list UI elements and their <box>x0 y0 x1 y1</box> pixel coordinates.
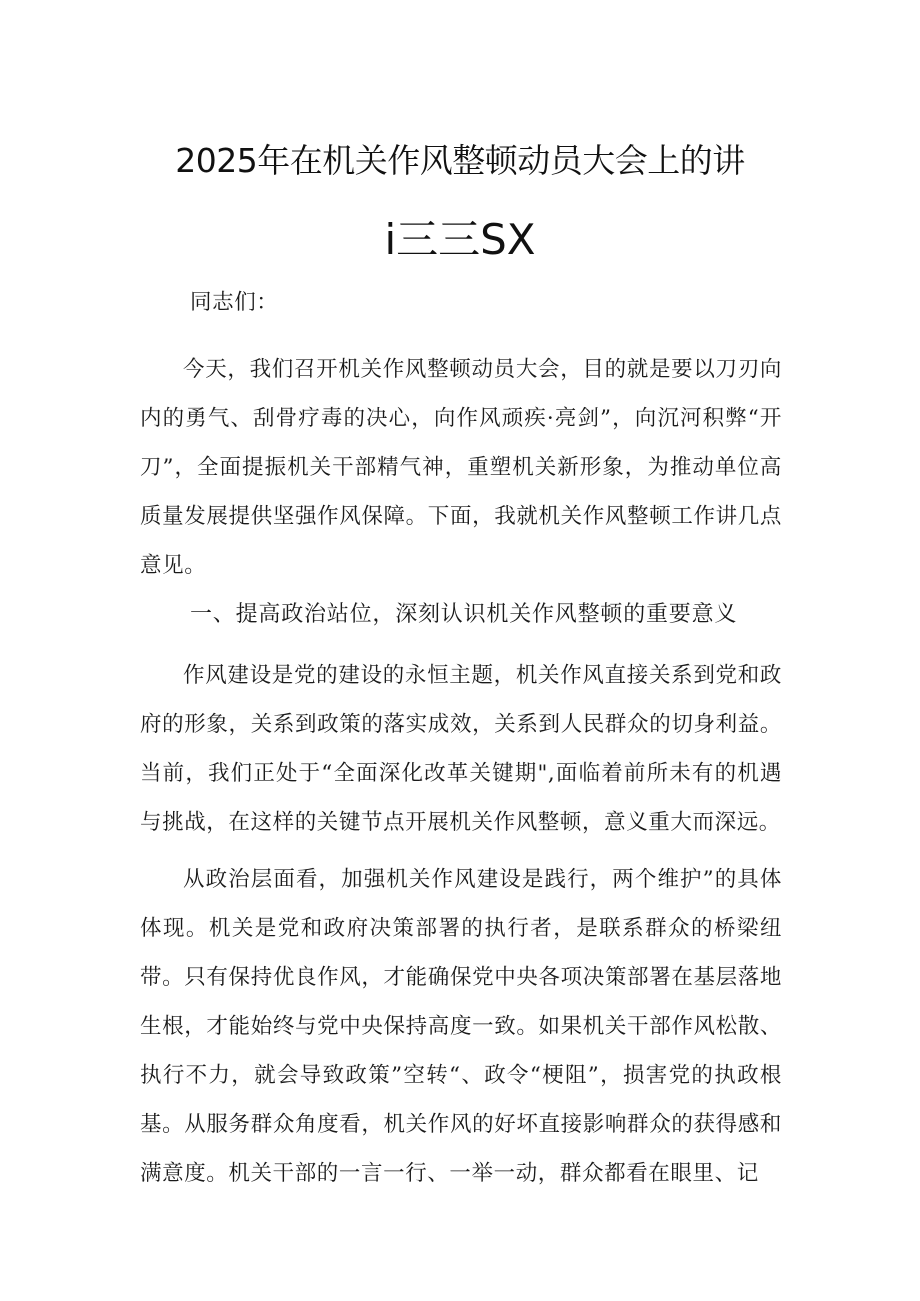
document-title-line-1: 2025年在机关作风整顿动员大会上的讲 <box>175 141 745 180</box>
paragraph-section-1-b: 从政治层面看，加强机关作风建设是践行，两个维护”的具体体现。机关是党和政府决策部署的执行者，是联系群众的桥梁纽带。只有保持优良作风，才能确保党中央各项决策部署在基层落地生根，才能始终与党中央保持高度一致。如果机关干部作风松散、执行不力，就会导致政策”空转“、政令“梗阻”，损害党的执政根基。从服务群众角度看，机关作风的好坏直接影响群众的获得感和满意度。机关干部的一言一行、一举一动，群众都看在眼里、记 <box>140 867 782 1186</box>
salutation: 同志们： <box>190 290 279 315</box>
paragraph-section-1-a: 作风建设是党的建设的永恒主题，机关作风直接关系到党和政府的形象，关系到政策的落实成效，关系到人民群众的切身利益。当前，我们正处于“全面深化改革关键期",面临着前所未有的机遇与挑战，在这样的关键节点开展机关作风整顿，意义重大而深远。 <box>140 663 782 835</box>
paragraph-intro: 今天，我们召开机关作风整顿动员大会，目的就是要以刀刃向内的勇气、刮骨疗毒的决心，向作风顽疾·亮剑”，向沉河积弊“开刀”，全面提振机关干部精气神，重塑机关新形象，为推动单位高质量发展提供坚强作风保障。下面，我就机关作风整顿工作讲几点意见。 <box>140 357 782 578</box>
document-title-line-2: i三三SX <box>384 215 536 264</box>
section-heading-1: 一、提高政治站位，深刻认识机关作风整顿的重要意义 <box>190 602 738 627</box>
